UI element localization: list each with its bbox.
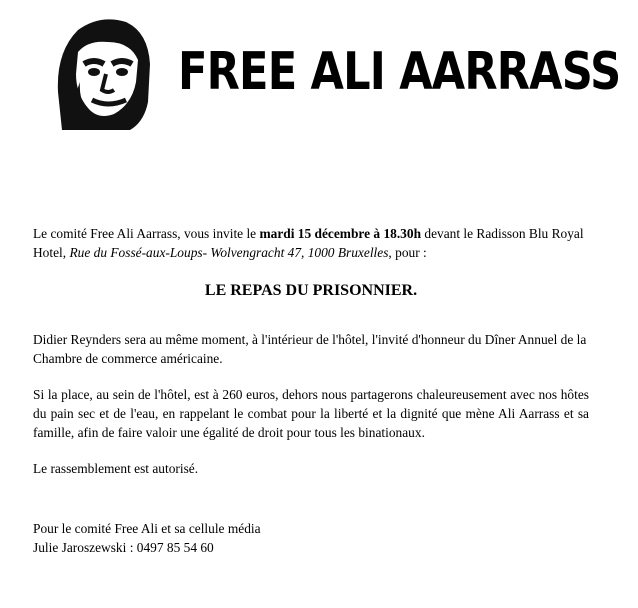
- event-date: mardi 15 décembre à 18.30h: [259, 226, 422, 241]
- banner-title: FREE ALI AARRASS: [178, 42, 621, 102]
- letter-body: [33, 224, 589, 557]
- header-banner: [48, 12, 621, 130]
- signature-contact: Julie Jaroszewski : 0497 85 54 60: [33, 540, 214, 555]
- intro-text-2: devant le Radisson Blu Royal Hotel,: [33, 226, 584, 260]
- intro-text-1: Le comité Free Ali Aarrass, vous invite le: [33, 226, 260, 241]
- paragraph-price: Si la place, au sein de l'hôtel, est à 260 euros, dehors nous partagerons chaleureusement avec nos hôtes du pain sec et de l'eau, en rappelant le combat pour la liberté et la dignité que mène Ali Aarrass et sa famille, afin de faire valoir une égalité de droit pour tous les binationaux.: [33, 387, 589, 440]
- signature-block: [33, 519, 589, 557]
- paragraph-authorized: Le rassemblement est autorisé.: [33, 461, 199, 476]
- paragraph-reynders: Didier Reynders sera au même moment, à l'intérieur de l'hôtel, l'invité d'honneur du Dîner Annuel de la Chambre de commerce américaine.: [33, 332, 587, 366]
- intro-paragraph: [33, 224, 589, 262]
- signature-committee: Pour le comité Free Ali et sa cellule média: [33, 521, 261, 536]
- intro-text-3: , pour :: [388, 245, 427, 260]
- event-address: Rue du Fossé-aux-Loups- Wolvengracht 47, 1000 Bruxelles: [69, 245, 389, 260]
- event-title: LE REPAS DU PRISONNIER.: [204, 282, 418, 299]
- portrait-image: [48, 12, 156, 130]
